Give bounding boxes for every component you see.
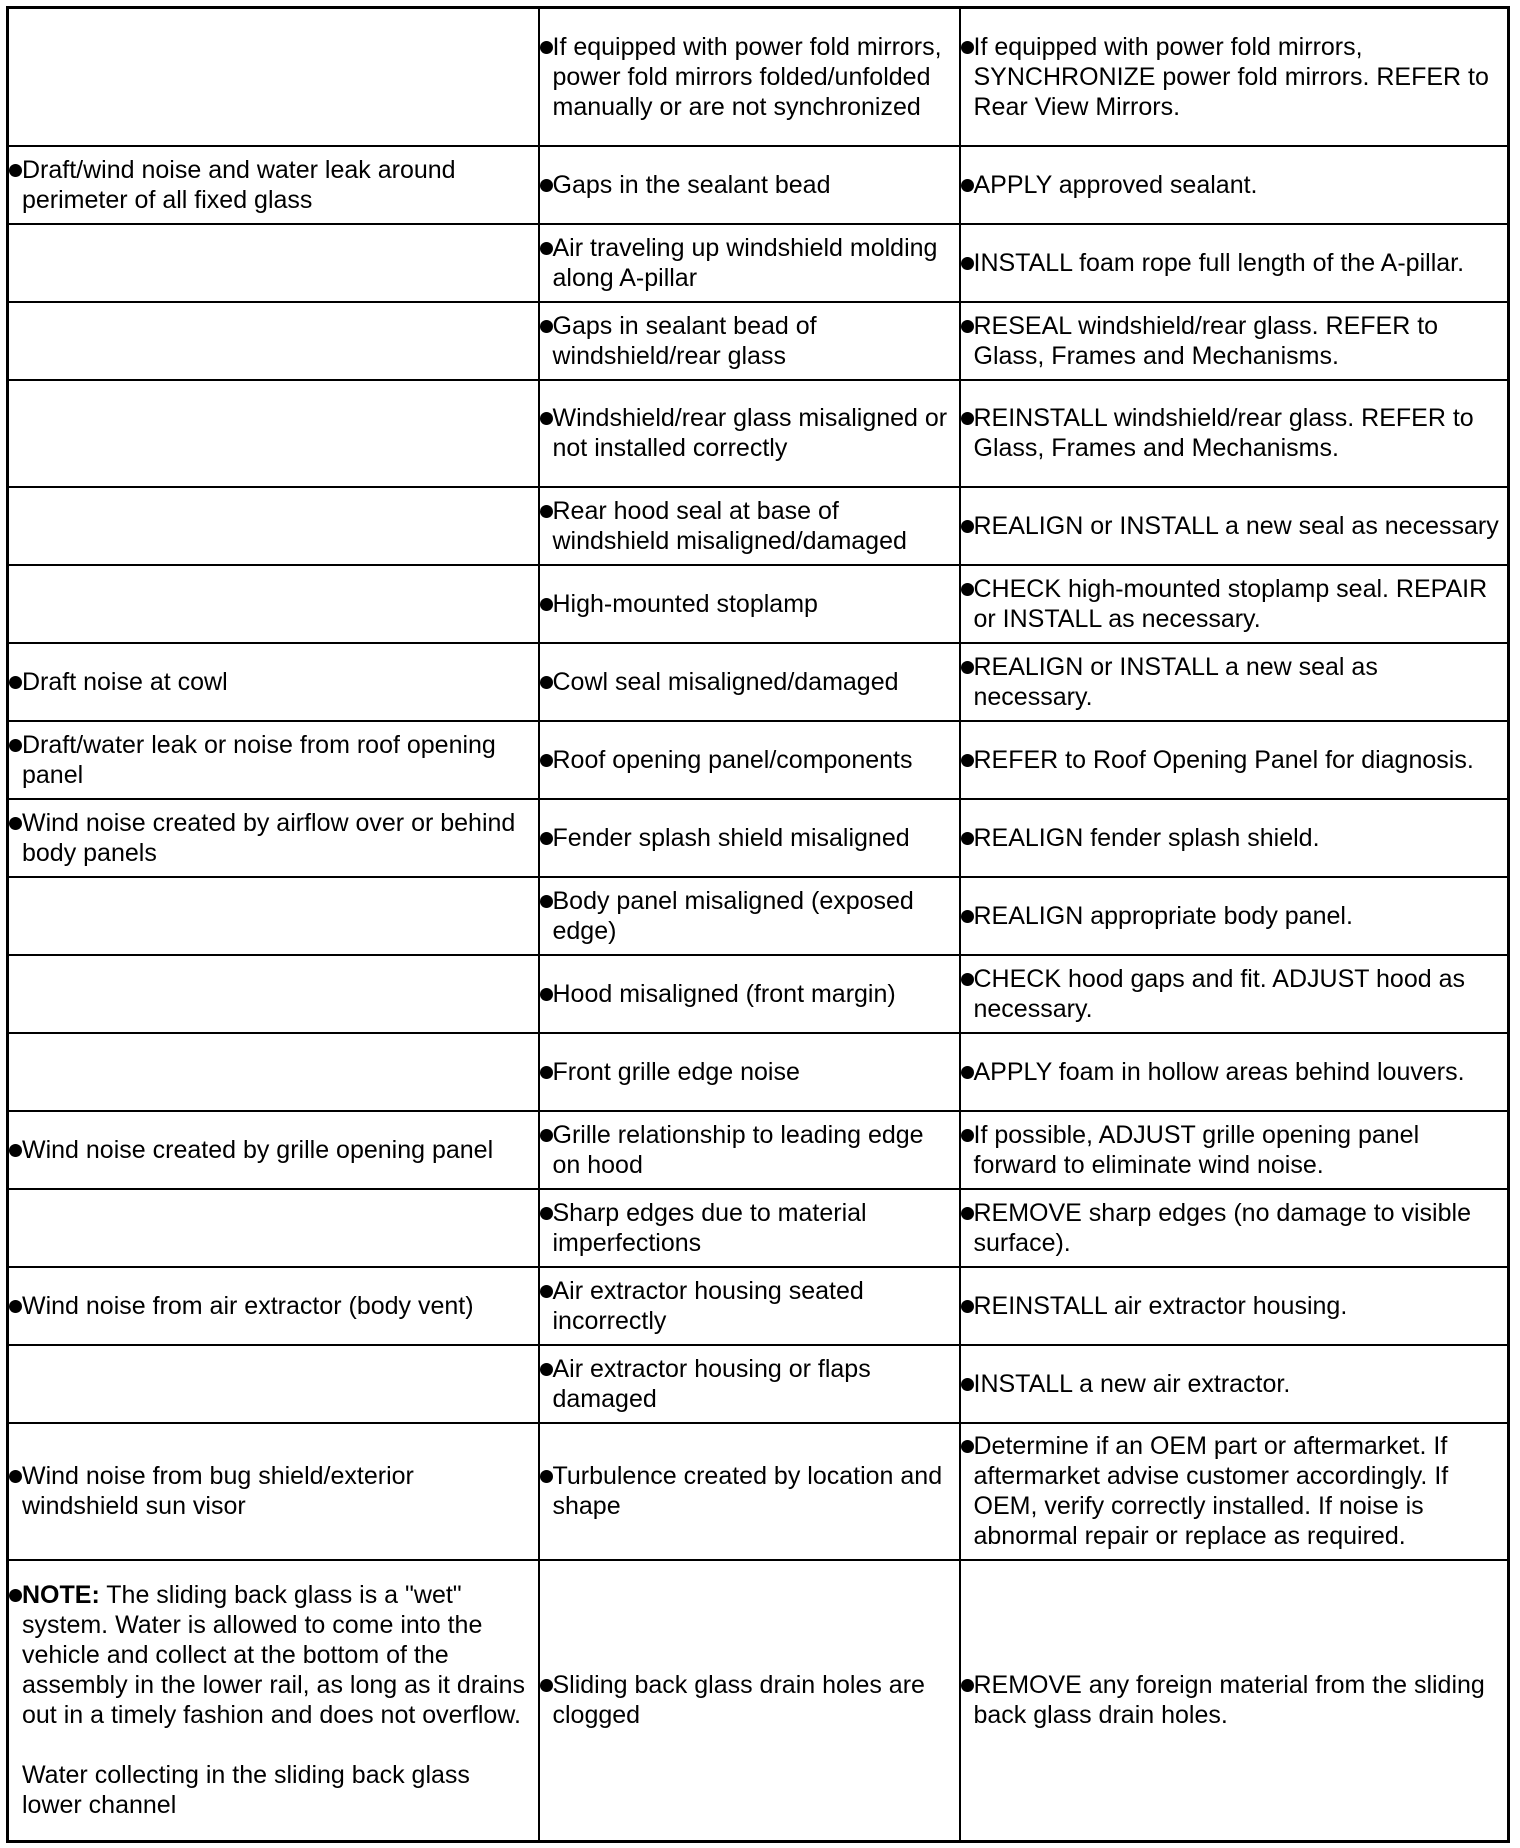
cause-cell — [539, 487, 960, 565]
condition-text: Draft/water leak or noise from roof opening panel — [22, 730, 496, 789]
action-text: REFER to Roof Opening Panel for diagnosis. — [973, 745, 1474, 774]
action-text: REALIGN appropriate body panel. — [973, 901, 1353, 930]
cause-cell — [539, 1033, 960, 1111]
cause-cell — [539, 799, 960, 877]
condition-cell — [8, 643, 539, 721]
note-label: NOTE: — [22, 1581, 100, 1610]
table-row — [8, 643, 1509, 721]
condition-cell — [8, 955, 539, 1033]
condition-text: Water collecting in the sliding back glass lower channel — [22, 1761, 470, 1820]
bullet-icon — [961, 520, 974, 533]
condition-text: Wind noise created by airflow over or behind body panels — [22, 808, 516, 867]
bullet-icon — [9, 1589, 22, 1602]
action-text: INSTALL foam rope full length of the A-pillar. — [973, 248, 1465, 277]
action-text: If possible, ADJUST grille opening panel forward to eliminate wind noise. — [973, 1120, 1420, 1179]
bullet-icon — [9, 739, 22, 752]
table-row — [8, 1189, 1509, 1267]
table-row — [8, 8, 1509, 146]
cause-text: Sliding back glass drain holes are clogged — [552, 1671, 925, 1730]
table-row — [8, 1345, 1509, 1423]
action-cell — [960, 8, 1509, 146]
bullet-icon — [540, 1679, 553, 1692]
cause-text: Roof opening panel/components — [552, 745, 913, 774]
bullet-icon — [540, 242, 553, 255]
condition-cell — [8, 565, 539, 643]
action-text: CHECK high-mounted stoplamp seal. REPAIR or INSTALL as necessary. — [973, 574, 1488, 633]
table-row — [8, 877, 1509, 955]
bullet-icon — [961, 1300, 974, 1313]
condition-cell — [8, 8, 539, 146]
condition-cell — [8, 1189, 539, 1267]
cause-text: Air extractor housing or flaps damaged — [552, 1354, 871, 1413]
table-row — [8, 799, 1509, 877]
condition-cell — [8, 224, 539, 302]
cause-text: Rear hood seal at base of windshield misaligned/damaged — [552, 496, 907, 555]
bullet-icon — [961, 1378, 974, 1391]
table-row — [8, 721, 1509, 799]
condition-cell — [8, 1560, 539, 1842]
table-row — [8, 380, 1509, 487]
action-cell — [960, 1345, 1509, 1423]
table-row — [8, 487, 1509, 565]
bullet-icon — [540, 832, 553, 845]
condition-text: Wind noise created by grille opening panel — [22, 1135, 494, 1164]
bullet-icon — [961, 257, 974, 270]
bullet-icon — [961, 1129, 974, 1142]
action-text: REINSTALL windshield/rear glass. REFER to Glass, Frames and Mechanisms. — [973, 404, 1474, 462]
bullet-icon — [540, 676, 553, 689]
bullet-icon — [540, 412, 553, 425]
cause-text: Hood misaligned (front margin) — [552, 979, 896, 1008]
cause-text: Gaps in the sealant bead — [552, 170, 831, 199]
condition-cell — [8, 1423, 539, 1560]
condition-text: Wind noise from bug shield/exterior windshield sun visor — [22, 1462, 414, 1520]
bullet-icon — [540, 988, 553, 1001]
note-paragraph — [22, 1580, 530, 1730]
cause-text: Front grille edge noise — [552, 1057, 800, 1086]
bullet-icon — [961, 1440, 974, 1453]
bullet-icon — [961, 754, 974, 767]
condition-cell — [8, 380, 539, 487]
bullet-icon — [961, 320, 974, 333]
action-text: Determine if an OEM part or aftermarket. If aftermarket advise customer accordingly. If OEM, verify correctly installed. If noise is abnormal repair or replace as required. — [973, 1432, 1449, 1550]
action-cell — [960, 224, 1509, 302]
cause-cell — [539, 721, 960, 799]
table-row — [8, 1033, 1509, 1111]
bullet-icon — [540, 1470, 553, 1483]
condition-text: Draft noise at cowl — [22, 667, 228, 696]
table-row — [8, 565, 1509, 643]
bullet-icon — [961, 583, 974, 596]
action-cell — [960, 1111, 1509, 1189]
action-text: REMOVE sharp edges (no damage to visible surface). — [973, 1198, 1471, 1257]
action-cell — [960, 643, 1509, 721]
condition-cell — [8, 1267, 539, 1345]
cause-cell — [539, 877, 960, 955]
cause-text: Turbulence created by location and shape — [552, 1462, 943, 1520]
bullet-icon — [540, 41, 553, 54]
cause-cell — [539, 955, 960, 1033]
action-cell — [960, 380, 1509, 487]
condition-cell — [8, 877, 539, 955]
table-row — [8, 955, 1509, 1033]
action-cell — [960, 1423, 1509, 1560]
bullet-icon — [961, 1679, 974, 1692]
bullet-icon — [9, 676, 22, 689]
bullet-icon — [9, 1470, 22, 1483]
diagnosis-table — [6, 6, 1510, 1843]
cause-cell — [539, 565, 960, 643]
condition-text: Draft/wind noise and water leak around perimeter of all fixed glass — [22, 155, 456, 214]
action-text: REALIGN or INSTALL a new seal as necessary. — [973, 652, 1378, 711]
bullet-icon — [540, 1066, 553, 1079]
bullet-icon — [540, 320, 553, 333]
action-cell — [960, 1033, 1509, 1111]
bullet-icon — [961, 41, 974, 54]
action-cell — [960, 1267, 1509, 1345]
condition-cell — [8, 799, 539, 877]
table-row-note — [8, 1560, 1509, 1842]
bullet-icon — [9, 817, 22, 830]
action-text: APPLY approved sealant. — [973, 170, 1258, 199]
action-cell — [960, 1560, 1509, 1842]
cause-cell — [539, 1189, 960, 1267]
action-cell — [960, 955, 1509, 1033]
cause-cell — [539, 1423, 960, 1560]
bullet-icon — [961, 661, 974, 674]
cause-text: Cowl seal misaligned/damaged — [552, 667, 899, 696]
condition-cell — [8, 721, 539, 799]
bullet-icon — [540, 179, 553, 192]
bullet-icon — [540, 505, 553, 518]
condition-cell — [8, 1033, 539, 1111]
table-row — [8, 1111, 1509, 1189]
bullet-icon — [540, 598, 553, 611]
action-cell — [960, 877, 1509, 955]
cause-text: Body panel misaligned (exposed edge) — [552, 886, 914, 945]
cause-cell — [539, 1267, 960, 1345]
cause-text: Air extractor housing seated incorrectly — [552, 1276, 864, 1335]
condition-cell — [8, 302, 539, 380]
action-text: RESEAL windshield/rear glass. REFER to Glass, Frames and Mechanisms. — [973, 311, 1439, 370]
table-body — [8, 8, 1509, 1842]
condition-cell — [8, 1345, 539, 1423]
table-row — [8, 302, 1509, 380]
cause-cell — [539, 1111, 960, 1189]
action-text: REMOVE any foreign material from the sliding back glass drain holes. — [973, 1671, 1485, 1730]
cause-cell — [539, 302, 960, 380]
bullet-icon — [540, 754, 553, 767]
bullet-icon — [961, 1207, 974, 1220]
bullet-icon — [9, 1300, 22, 1313]
table-row — [8, 1423, 1509, 1560]
bullet-icon — [961, 179, 974, 192]
action-text: If equipped with power fold mirrors, SYNCHRONIZE power fold mirrors. REFER to Rear View Mirrors. — [973, 32, 1489, 121]
cause-cell — [539, 8, 960, 146]
action-text: INSTALL a new air extractor. — [973, 1369, 1291, 1398]
action-text: REALIGN or INSTALL a new seal as necessary — [973, 511, 1499, 540]
action-cell — [960, 721, 1509, 799]
action-cell — [960, 565, 1509, 643]
cause-text: Windshield/rear glass misaligned or not installed correctly — [552, 404, 948, 462]
action-text: REALIGN fender splash shield. — [973, 823, 1320, 852]
note-text: The sliding back glass is a "wet" system. Water is allowed to come into the vehicle and collect at the bottom of the assembly in the lower rail, as long as it drains out in a timely fashion and does not overflow. — [22, 1581, 526, 1730]
action-text: CHECK hood gaps and fit. ADJUST hood as necessary. — [973, 964, 1465, 1023]
cause-cell — [539, 643, 960, 721]
condition-text: Wind noise from air extractor (body vent) — [22, 1291, 474, 1320]
bullet-icon — [540, 1129, 553, 1142]
table-row — [8, 1267, 1509, 1345]
bullet-icon — [961, 910, 974, 923]
condition-cell — [8, 487, 539, 565]
cause-text: Fender splash shield misaligned — [552, 823, 910, 852]
action-cell — [960, 487, 1509, 565]
cause-text: Sharp edges due to material imperfections — [552, 1198, 867, 1257]
action-cell — [960, 1189, 1509, 1267]
bullet-icon — [9, 164, 22, 177]
action-text: REINSTALL air extractor housing. — [973, 1291, 1348, 1320]
cause-cell — [539, 1345, 960, 1423]
table-row — [8, 146, 1509, 224]
bullet-icon — [961, 973, 974, 986]
cause-cell — [539, 224, 960, 302]
bullet-icon — [540, 1363, 553, 1376]
bullet-icon — [961, 832, 974, 845]
bullet-icon — [961, 412, 974, 425]
action-cell — [960, 146, 1509, 224]
bullet-icon — [961, 1066, 974, 1079]
cause-text: Grille relationship to leading edge on hood — [552, 1120, 924, 1179]
cause-text: Air traveling up windshield molding along A-pillar — [552, 233, 938, 292]
cause-text: If equipped with power fold mirrors, power fold mirrors folded/unfolded manually or are not synchronized — [552, 32, 942, 121]
bullet-icon — [9, 1144, 22, 1157]
cause-cell — [539, 380, 960, 487]
bullet-icon — [540, 1285, 553, 1298]
cause-cell — [539, 146, 960, 224]
table-row — [8, 224, 1509, 302]
action-cell — [960, 302, 1509, 380]
cause-cell — [539, 1560, 960, 1842]
condition-cell — [8, 146, 539, 224]
cause-text: High-mounted stoplamp — [552, 589, 818, 618]
action-cell — [960, 799, 1509, 877]
bullet-icon — [540, 1207, 553, 1220]
action-text: APPLY foam in hollow areas behind louvers. — [973, 1057, 1465, 1086]
cause-text: Gaps in sealant bead of windshield/rear glass — [552, 311, 817, 370]
condition-cell — [8, 1111, 539, 1189]
bullet-icon — [540, 895, 553, 908]
